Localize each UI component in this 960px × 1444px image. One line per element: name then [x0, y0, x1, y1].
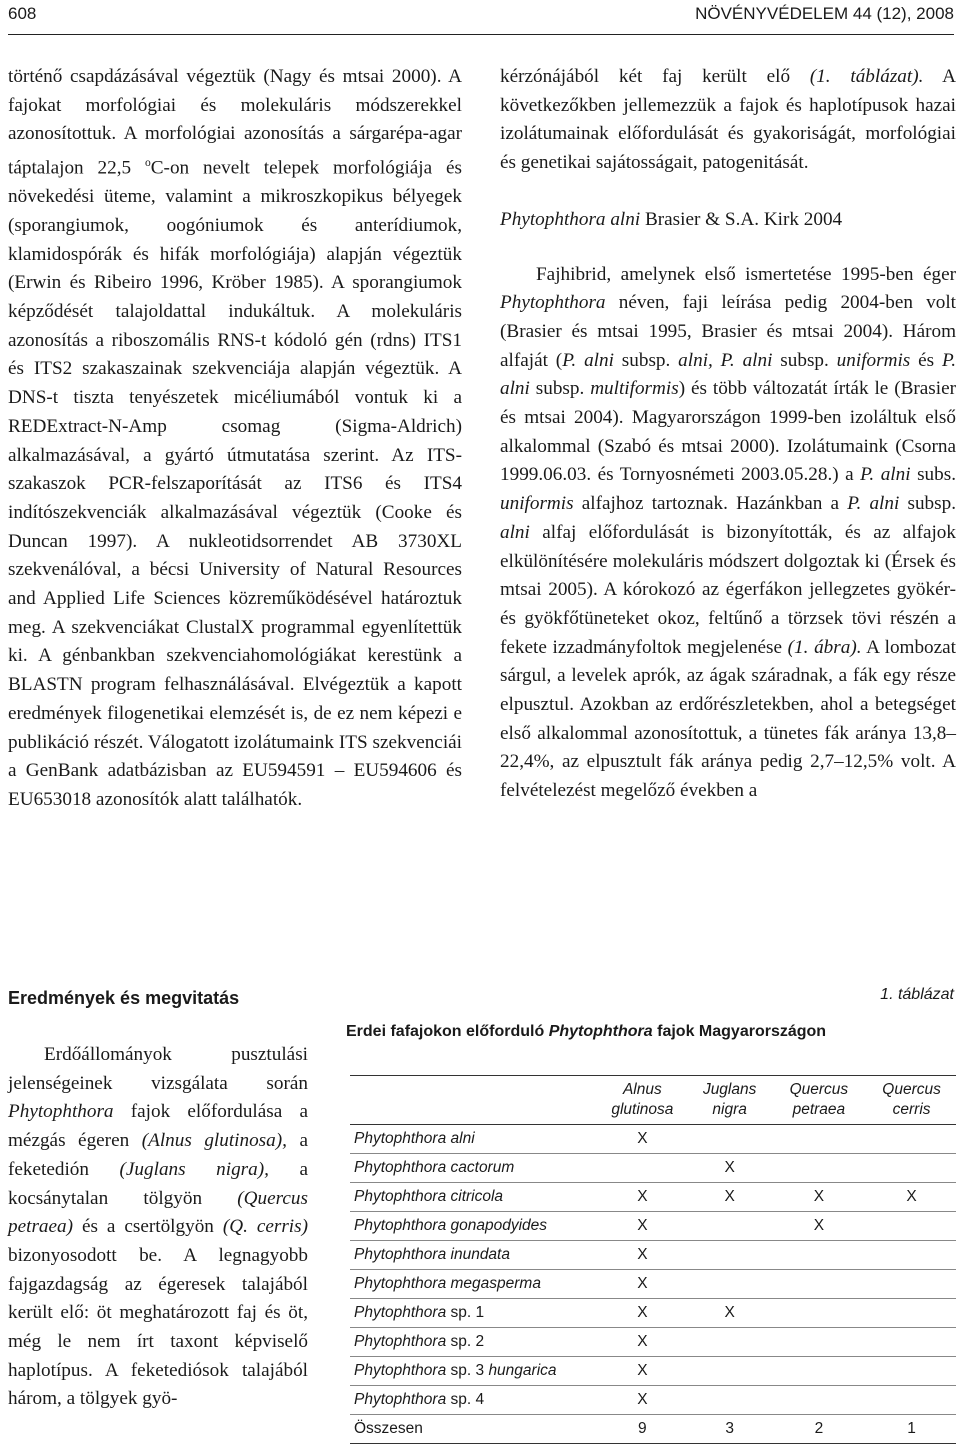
presence-cell: X — [771, 1212, 868, 1241]
table-number: 1. táblázat — [880, 986, 954, 1003]
total-cell: 9 — [596, 1415, 689, 1444]
journal-header: NÖVÉNYVÉDELEM 44 (12), 2008 — [695, 4, 954, 23]
table-header-cell: Juglans nigra — [689, 1076, 771, 1125]
species-name-cell: Phytophthora gonapodyides — [350, 1212, 596, 1241]
table-row — [350, 1212, 956, 1241]
species-name-cell: Phytophthora megasperma — [350, 1270, 596, 1299]
table-header-cell: Quercus petraea — [771, 1076, 868, 1125]
presence-cell — [771, 1328, 868, 1357]
results-heading: Eredmények és megvitatás — [8, 988, 240, 1008]
presence-cell: X — [689, 1299, 771, 1328]
header-divider — [8, 34, 954, 35]
table-body — [350, 1125, 956, 1444]
table-header-cell: Quercus cerris — [867, 1076, 956, 1125]
table-row — [350, 1328, 956, 1357]
total-cell: 2 — [771, 1415, 868, 1444]
table-header-cell: Alnus glutinosa — [596, 1076, 689, 1125]
phytophthora-alni-paragraph: Fajhibrid, amelynek első ismertetése 1995-ben éger Phytophthora néven, faji leírása pedig 2004-ben volt (Brasier és mtsai 1995, Brasier és mtsai 2004). Három alfaját (P. alni subsp. alni, P. alni subsp. uniformis és P. alni subsp. multiformis) és több változatát írták le (Brasier és mtsai 2004). Magyarországon 1999-ben izoláltuk első alkalommal (Szabó és mtsai 2000). Izolátumaink (Csorna 1999.06.03. és Tornyosnémeti 2003.05.28.) a P. alni subs. uniformis alfajhoz tartoznak. Hazánkban a P. alni subsp. alni alfaj előfordulását is bizonyították, és az alfajok elkülönítésére molekuláris módszert dolgoztak ki (Érsek és mtsai 2005). A kórokozó az égerfákon jellegzetes gyökér- és gyökfőtüneteket okoz, feltűnő a törzsek tövi részén a fekete izzadmányfoltok megjelenése (1. ábra). A lombozat sárgul, a levelek aprók, az ágak száradnak, a fák egy része elpusztul. Azokban az erdőrészletekben, ahol a betegséget első alkalommal azonosítottuk, a tünetes fák aránya 13,8–22,4%, az elpusztult fák aránya pedig 2,7–12,5% volt. A felvételezést megelőző években a — [500, 263, 957, 802]
presence-cell: X — [596, 1212, 689, 1241]
presence-cell — [867, 1386, 956, 1415]
table-total-row — [350, 1415, 956, 1444]
species-name-cell: Phytophthora alni — [350, 1125, 596, 1154]
presence-cell: X — [596, 1386, 689, 1415]
section-heading-phytophthora-alni: Phytophthora alni Brasier & S.A. Kirk 2004 — [500, 208, 843, 230]
species-name-cell: Phytophthora sp. 2 — [350, 1328, 596, 1357]
presence-cell — [689, 1125, 771, 1154]
table-row — [350, 1386, 956, 1415]
presence-cell: X — [596, 1357, 689, 1386]
species-name-cell: Phytophthora inundata — [350, 1241, 596, 1270]
presence-cell — [771, 1299, 868, 1328]
presence-cell: X — [689, 1183, 771, 1212]
presence-cell: X — [596, 1270, 689, 1299]
table-header-row — [350, 1076, 956, 1125]
presence-cell — [771, 1241, 868, 1270]
species-name-cell: Phytophthora sp. 4 — [350, 1386, 596, 1415]
species-table — [350, 1075, 956, 1444]
total-cell: 3 — [689, 1415, 771, 1444]
total-cell: 1 — [867, 1415, 956, 1444]
species-name-cell: Phytophthora cactorum — [350, 1154, 596, 1183]
presence-cell — [867, 1154, 956, 1183]
table-title: Erdei fafajokon előforduló Phytophthora fajok Magyarországon — [346, 1023, 827, 1040]
presence-cell: X — [596, 1328, 689, 1357]
table-row — [350, 1125, 956, 1154]
table-row — [350, 1357, 956, 1386]
left-column — [8, 63, 462, 815]
presence-cell — [689, 1212, 771, 1241]
right-column — [500, 63, 956, 806]
presence-cell — [689, 1328, 771, 1357]
presence-cell — [867, 1328, 956, 1357]
presence-cell — [771, 1357, 868, 1386]
intro-paragraph: kérzónájából két faj került elő (1. táblázat). A következőkben jellemezzük a fajok és haplotípusok hazai izolátumainak előfordulását és gyakoriságát, morfológiai és genetikai sajátosságait, patogenitását. — [500, 66, 956, 174]
presence-cell: X — [596, 1241, 689, 1270]
presence-cell: X — [771, 1183, 868, 1212]
species-name-cell: Phytophthora sp. 3 hungarica — [350, 1357, 596, 1386]
presence-cell — [771, 1154, 868, 1183]
presence-cell — [867, 1270, 956, 1299]
presence-cell — [689, 1270, 771, 1299]
presence-cell — [867, 1241, 956, 1270]
presence-cell: X — [596, 1125, 689, 1154]
presence-cell: X — [596, 1299, 689, 1328]
page-number: 608 — [8, 4, 37, 23]
results-paragraph: Erdőállományok pusztulási jelenségeinek vizsgálata során Phytophthora fajok előfordulása a mézgás égeren (Alnus glutinosa), a feketedión (Juglans nigra), a kocsánytalan tölgyön (Quercus petraea) és a csertölgyön (Q. cerris) bizonyosodott be. A legnagyobb fajgazdagság az égeresek talajából került elő: öt meghatározott faj és öt, még le nem írt taxont képviselő haplotípus. A feketediósok talajából három, a tölgyek gyö- — [8, 1044, 308, 1410]
presence-cell — [867, 1357, 956, 1386]
presence-cell — [689, 1386, 771, 1415]
presence-cell: X — [867, 1183, 956, 1212]
presence-cell: X — [596, 1183, 689, 1212]
methods-paragraph: történő csapdázásával végeztük (Nagy és mtsai 2000). A fajokat morfológiai és molekuláris módszerekkel azonosítottuk. A morfológiai azonosítás a sárgarépa-agar táptalajon 22,5 $^o$C-on nevelt telepek morfológiája és növekedési üteme, valamint a mikroszkopikus bélyegek (sporangiumok, oogóniumok és anterídiumok, klamidospórák és hifák morfológiája) alapján végeztük (Erwin és Ribeiro 1996, Kröber 1985). A sporangiumok képződését talajoldattal indukáltuk. A molekuláris azonosítás a riboszomális RNS-t kódoló gén (rdns) ITS1 és ITS2 szakaszainak szekvenciája alapján végeztük. A DNS-t tiszta tenyészetek micéliumából vontuk ki a REDExtract-N-Amp csomag (Sigma-Aldrich) alkalmazásával, a gyártó útmutatása szerint. Az ITS-szakaszok PCR-felszaporítását az ITS6 és ITS4 indítószekvenciák alkalmazásával végeztük (Cooke és Duncan 1997). A nukleotidsorrendet AB 3730XL szekvenálóval, a bécsi University of Natural Resources and Applied Life Sciences közreműködésével határoztuk meg. A szekvenciákat ClustalX programmal egyenlítettük ki. A génbankban szekvenciahomológiákat kerestünk a BLASTN program felhasználásával. Elvégeztük a kapott eredmények filogenetikai elemzését is, de ez nem képezi e publikáció részét. Válogatott izolátumaink ITS szekvenciái a GenBank adatbázisban az EU594591 – EU594606 és EU653018 azonosítók alatt találhatók. — [8, 66, 462, 810]
table-row — [350, 1183, 956, 1212]
table-row — [350, 1299, 956, 1328]
presence-cell — [771, 1270, 868, 1299]
presence-cell — [771, 1125, 868, 1154]
presence-cell — [867, 1212, 956, 1241]
table-header-empty — [350, 1076, 596, 1125]
species-name-cell: Phytophthora sp. 1 — [350, 1299, 596, 1328]
total-label: Összesen — [350, 1415, 596, 1444]
presence-cell — [689, 1357, 771, 1386]
presence-cell — [867, 1125, 956, 1154]
presence-cell — [867, 1299, 956, 1328]
table-row — [350, 1154, 956, 1183]
presence-cell — [596, 1154, 689, 1183]
presence-cell — [771, 1386, 868, 1415]
species-name-cell: Phytophthora citricola — [350, 1183, 596, 1212]
results-column — [8, 1041, 308, 1414]
table-row — [350, 1241, 956, 1270]
presence-cell — [689, 1241, 771, 1270]
table-row — [350, 1270, 956, 1299]
presence-cell: X — [689, 1154, 771, 1183]
